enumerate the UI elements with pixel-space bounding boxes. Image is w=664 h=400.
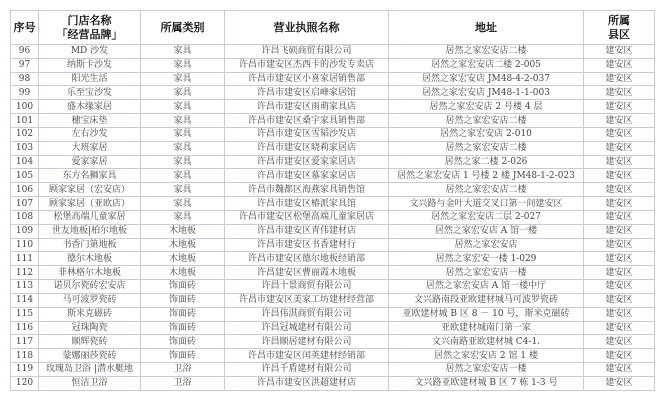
header-store-line1: 门店名称	[67, 13, 112, 27]
cell-store: 松堡高端儿童家居	[39, 210, 141, 224]
cell-address: 亚欧建材城 B 区 8 － 10 号，斯米克磁砖	[389, 307, 584, 321]
cell-district: 建安区	[584, 86, 655, 100]
cell-license: 许昌市建安区雨萌家具店	[225, 100, 389, 114]
cell-address: 居然之家宏安店 JM48-4-2-037	[389, 72, 584, 86]
cell-no: 110	[11, 238, 39, 252]
cell-category: 饰面砖	[141, 349, 225, 363]
cell-store: 顺辉瓷砖	[39, 335, 141, 349]
table-row	[11, 45, 655, 59]
cell-license: 许昌飞硕商贸有限公司	[225, 45, 389, 59]
cell-district: 建安区	[584, 127, 655, 141]
cell-district: 建安区	[584, 266, 655, 280]
cell-store: 爱家家居	[39, 155, 141, 169]
cell-district: 建安区	[584, 252, 655, 266]
cell-address: 居然之家宏安店二层 2-027	[389, 210, 584, 224]
cell-category: 木地板	[141, 252, 225, 266]
cell-district: 建安区	[584, 224, 655, 238]
cell-no: 118	[11, 349, 39, 363]
table-row	[11, 58, 655, 72]
cell-no: 97	[11, 58, 39, 72]
cell-store: 诺贝尔瓷砖宏安店	[39, 280, 141, 294]
cell-category: 饰面砖	[141, 280, 225, 294]
cell-no: 100	[11, 100, 39, 114]
store-list-table	[10, 10, 655, 391]
cell-no: 103	[11, 141, 39, 155]
header-address: 地址	[389, 11, 584, 45]
table-row	[11, 127, 655, 141]
header-no: 序号	[11, 11, 39, 45]
cell-district: 建安区	[584, 335, 655, 349]
table-row	[11, 376, 655, 390]
cell-no: 107	[11, 197, 39, 211]
cell-store: 冠珠陶瓷	[39, 321, 141, 335]
cell-district: 建安区	[584, 45, 655, 59]
cell-district: 建安区	[584, 58, 655, 72]
cell-category: 木地板	[141, 224, 225, 238]
cell-district: 建安区	[584, 349, 655, 363]
header-license: 营业执照名称	[225, 11, 389, 45]
cell-no: 98	[11, 72, 39, 86]
cell-category: 木地板	[141, 266, 225, 280]
cell-store: 盛木缘家居	[39, 100, 141, 114]
cell-store: 左右沙发	[39, 127, 141, 141]
cell-store: 玫瑰岛卫浴 |潜水艇地	[39, 363, 141, 377]
cell-no: 114	[11, 293, 39, 307]
table-row	[11, 363, 655, 377]
cell-category: 家具	[141, 100, 225, 114]
cell-license: 许昌十景商贸有限公司	[225, 280, 389, 294]
cell-store: 斯米克磁砖	[39, 307, 141, 321]
cell-license: 许昌市建安区椿派家具馆	[225, 197, 389, 211]
cell-store: 乐至宝沙发	[39, 86, 141, 100]
cell-license: 许昌建安区曹丽霞木地板	[225, 266, 389, 280]
cell-category: 家具	[141, 114, 225, 128]
table-row	[11, 224, 655, 238]
table-row	[11, 197, 655, 211]
cell-license: 许昌市建安区洪超建材店	[225, 376, 389, 390]
cell-address: 居然之家宏安店 A 馆一楼	[389, 224, 584, 238]
cell-district: 建安区	[584, 141, 655, 155]
cell-no: 101	[11, 114, 39, 128]
table-row	[11, 349, 655, 363]
cell-address: 居然之家宏安店 JM48-1-1-003	[389, 86, 584, 100]
cell-store: 大班家居	[39, 141, 141, 155]
cell-category: 家具	[141, 155, 225, 169]
cell-store: 阳光生活	[39, 72, 141, 86]
cell-no: 115	[11, 307, 39, 321]
cell-category: 家具	[141, 127, 225, 141]
cell-category: 家具	[141, 197, 225, 211]
cell-store: 恒洁卫浴	[39, 376, 141, 390]
cell-store: 东方名狮家具	[39, 169, 141, 183]
cell-category: 卫浴	[141, 363, 225, 377]
cell-category: 家具	[141, 141, 225, 155]
cell-no: 102	[11, 127, 39, 141]
cell-category: 家具	[141, 210, 225, 224]
cell-license: 许昌市建安区启峰家居馆	[225, 86, 389, 100]
cell-license: 许昌市魏都区海燕家具销售馆	[225, 183, 389, 197]
cell-category: 家具	[141, 58, 225, 72]
header-district-line1: 所属	[608, 13, 630, 27]
cell-district: 建安区	[584, 238, 655, 252]
cell-store: 顾家家居（亚欧店）	[39, 197, 141, 211]
cell-license: 许昌市建安区书香建材行	[225, 238, 389, 252]
cell-address: 文兴路南段亚欧建材城马可波罗瓷砖	[389, 293, 584, 307]
cell-no: 112	[11, 266, 39, 280]
cell-no: 96	[11, 45, 39, 59]
table-row	[11, 183, 655, 197]
cell-district: 建安区	[584, 72, 655, 86]
cell-license: 许昌市建安区爱家家居店	[225, 155, 389, 169]
cell-category: 家具	[141, 183, 225, 197]
cell-district: 建安区	[584, 169, 655, 183]
cell-no: 113	[11, 280, 39, 294]
header-category: 所属类别	[141, 11, 225, 45]
cell-no: 117	[11, 335, 39, 349]
cell-district: 建安区	[584, 293, 655, 307]
table-row	[11, 155, 655, 169]
table-row	[11, 100, 655, 114]
cell-address: 居然之家宏安店二楼	[389, 183, 584, 197]
cell-store: 蒙娜丽莎瓷砖	[39, 349, 141, 363]
cell-license: 许昌市建安区松堡高端儿童家居店	[225, 210, 389, 224]
cell-license: 许昌市建安区杰西卡的沙发专卖店	[225, 58, 389, 72]
table-row	[11, 280, 655, 294]
cell-address: 居然之家二楼 2-026	[389, 155, 584, 169]
cell-license: 许昌冠城建材有限公司	[225, 321, 389, 335]
table-row	[11, 141, 655, 155]
cell-address: 居然之家宏安店 A 馆一楼中厅	[389, 280, 584, 294]
cell-license: 许昌顺居建材有限公司	[225, 335, 389, 349]
table-row	[11, 307, 655, 321]
cell-address: 居然之家宏安店 2 号楼 4 层	[389, 100, 584, 114]
cell-address: 居然之家宏安店二楼	[389, 141, 584, 155]
header-store-line2: 「经营品牌」	[56, 27, 123, 41]
cell-category: 饰面砖	[141, 307, 225, 321]
cell-no: 104	[11, 155, 39, 169]
cell-no: 119	[11, 363, 39, 377]
cell-district: 建安区	[584, 210, 655, 224]
cell-license: 许昌市建安区晓莉家居店	[225, 141, 389, 155]
cell-category: 饰面砖	[141, 321, 225, 335]
table-row	[11, 210, 655, 224]
cell-no: 106	[11, 183, 39, 197]
cell-license: 许昌市建安区美家工坊建材经营部	[225, 293, 389, 307]
table-row	[11, 252, 655, 266]
cell-category: 饰面砖	[141, 335, 225, 349]
cell-address: 居然之家宏安店一楼	[389, 363, 584, 377]
cell-license: 许昌市建安区青伟建材店	[225, 224, 389, 238]
table-row	[11, 266, 655, 280]
cell-district: 建安区	[584, 183, 655, 197]
cell-license: 许昌市建安区小喜家居销售部	[225, 72, 389, 86]
cell-category: 卫浴	[141, 376, 225, 390]
cell-address: 亚欧建材城南门第一家	[389, 321, 584, 335]
cell-no: 99	[11, 86, 39, 100]
table-header-row	[11, 11, 655, 45]
cell-district: 建安区	[584, 376, 655, 390]
cell-category: 木地板	[141, 238, 225, 252]
cell-no: 105	[11, 169, 39, 183]
cell-district: 建安区	[584, 321, 655, 335]
cell-license: 许昌市建安区德尔地板经销部	[225, 252, 389, 266]
cell-store: 穗宝床垫	[39, 114, 141, 128]
table-row	[11, 169, 655, 183]
header-district-line2: 县区	[608, 27, 630, 41]
cell-address: 居然之家宏安店 1 号楼 2 楼 JM48-1-2-023	[389, 169, 584, 183]
cell-no: 120	[11, 376, 39, 390]
cell-address: 居然之家宏安店一楼	[389, 266, 584, 280]
cell-category: 家具	[141, 72, 225, 86]
cell-store: 菲林格尔木地板	[39, 266, 141, 280]
header-store	[39, 11, 141, 45]
cell-address: 文兴路与金叶大道交叉口第一间建安区	[389, 197, 584, 211]
table-row	[11, 114, 655, 128]
cell-store: 书香门第地板	[39, 238, 141, 252]
cell-category: 家具	[141, 86, 225, 100]
cell-license: 许昌市建安区闰英建材经销部	[225, 349, 389, 363]
cell-store: 世友地板|柏尔地板	[39, 224, 141, 238]
cell-license: 许昌伟淇商贸有限公司	[225, 307, 389, 321]
cell-address: 居然之家宏安店	[389, 238, 584, 252]
cell-address: 居然之家宏安一楼 1-029	[389, 252, 584, 266]
cell-category: 饰面砖	[141, 293, 225, 307]
cell-address: 文兴南路亚欧建材城 C4-1.	[389, 335, 584, 349]
table-row	[11, 335, 655, 349]
cell-address: 居然之家宏安店 2-010	[389, 127, 584, 141]
table-row	[11, 86, 655, 100]
cell-category: 家具	[141, 169, 225, 183]
cell-store: 马可波罗瓷砖	[39, 293, 141, 307]
table-row	[11, 321, 655, 335]
table-row	[11, 72, 655, 86]
table-row	[11, 293, 655, 307]
cell-no: 116	[11, 321, 39, 335]
cell-address: 居然之家宏安店二楼	[389, 45, 584, 59]
cell-store: MD 沙发	[39, 45, 141, 59]
table-row	[11, 238, 655, 252]
cell-no: 109	[11, 224, 39, 238]
cell-address: 居然之家宏安店 2 馆 1 楼	[389, 349, 584, 363]
cell-store: 顾家家居（宏安店）	[39, 183, 141, 197]
cell-district: 建安区	[584, 155, 655, 169]
cell-district: 建安区	[584, 280, 655, 294]
cell-license: 许昌千盾建材有限公司	[225, 363, 389, 377]
cell-license: 许昌市建安区桑宇家具销售部	[225, 114, 389, 128]
cell-address: 文兴路亚欧建材城 B 区 7 栋 1-3 号	[389, 376, 584, 390]
cell-district: 建安区	[584, 100, 655, 114]
cell-store: 纳斯卡沙发	[39, 58, 141, 72]
cell-address: 居然之家宏安店二楼	[389, 114, 584, 128]
cell-no: 108	[11, 210, 39, 224]
cell-address: 居然之家宏安店二楼 2-005	[389, 58, 584, 72]
cell-district: 建安区	[584, 114, 655, 128]
cell-license: 许昌市建安区雪韬沙发店	[225, 127, 389, 141]
cell-category: 家具	[141, 45, 225, 59]
cell-no: 111	[11, 252, 39, 266]
cell-license: 许昌市建安区慕家家居店	[225, 169, 389, 183]
header-district	[584, 11, 655, 45]
cell-district: 建安区	[584, 363, 655, 377]
cell-store: 德尔木地板	[39, 252, 141, 266]
cell-district: 建安区	[584, 307, 655, 321]
cell-district: 建安区	[584, 197, 655, 211]
